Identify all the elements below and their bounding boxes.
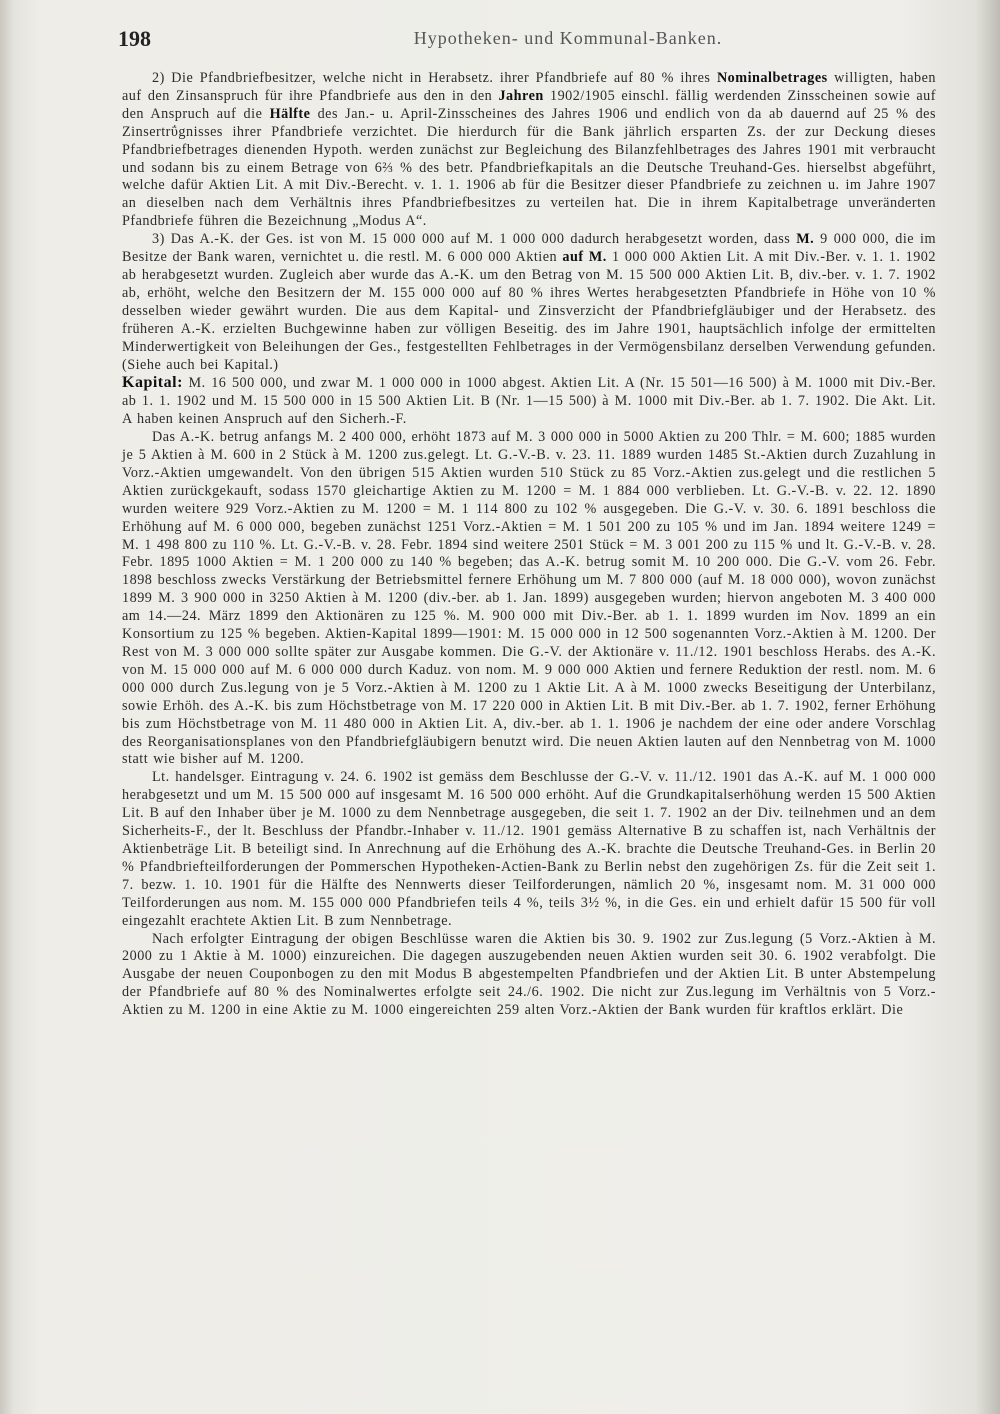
paragraph-p-lt (122, 769, 936, 930)
page-header (118, 26, 930, 54)
body-text (122, 70, 936, 1020)
text-run: M. 16 500 000, und zwar M. 1 000 000 in 1000 abgest. Aktien Lit. A (Nr. 15 501—16 500) à M. 1000 mit Div.-Ber. ab 1. 1. 1902 und M. 15 500 000 in 15 500 Aktien Lit. B (Nr. 1—15 500) à M. 1000 mit Div.-Ber. ab 1. 7. 1902. Die Akt. Lit. A haben keinen Anspruch auf den Sicherh.-F. (122, 375, 936, 428)
text-run: 3) Das A.-K. der Ges. ist von M. 15 000 000 auf M. 1 000 000 dadurch herabgesetzt worden, dass (152, 231, 797, 248)
paragraph-p-nach (122, 931, 936, 1021)
text-run: 9 000 000, die im Besitze der Bank waren, vernichtet u. die restl. M. 6 000 000 Aktien (122, 231, 936, 266)
text-run: Das A.-K. betrug anfangs M. 2 400 000, erhöht 1873 auf M. 3 000 000 in 5000 Aktien zu 200 Thlr. = M. 600; 1885 wurden je 5 Aktien à M. 600 in 2 Stück à M. 1200 zus.gelegt. Lt. G.-V.-B. v. 23. 11. 1889 wurden 1485 St.-Aktien durch Zuzahlung in Vorz.-Aktien umgewandelt. Von den übrigen 515 Aktien wurden 510 Stück zu 85 Vorz.-Aktien zus.gelegt und die restlichen 5 Aktien zurückgekauft, sodass 1570 gleichartige Aktien zu M. 1200 = M. 1 884 000 verblieben. Lt. G.-V.-B. v. 22. 12. 1890 wurden weitere 929 Vorz.-Aktien zu M. 1200 = M. 1 114 800 zu 102 % ausgegeben. Die G.-V. v. 30. 6. 1891 beschloss die Erhöhung auf M. 6 000 000, begeben zunächst 1251 Vorz.-Aktien = M. 1 501 200 zu 105 % und im Jan. 1894 weitere 1249 = M. 1 498 800 zu 110 %. Lt. G.-V.-B. v. 28. Febr. 1894 sind weitere 2501 Stück = M. 3 001 200 zu 115 % und lt. G.-V.-B. v. 28. Febr. 1895 1000 Aktien = M. 1 200 000 zu 140 % begeben; das A.-K. betrug somit M. 10 200 000. Die G.-V. vom 26. Febr. 1898 beschloss zwecks Verstärkung der Betriebsmittel fernere Erhöhung um M. 7 800 000 (auf M. 18 000 000), wovon zunächst 1899 M. 3 900 000 in 3250 Aktien à M. 1200 (div.-ber. ab 1. Jan. 1899) ausgegeben wurden; hiervon angeboten M. 3 400 000 am 14.—24. März 1899 den Aktionären zu 125 %. M. 900 000 mit Div.-Ber. ab 1. 1. 1899 wurden im Nov. 1899 an ein Konsortium zu 125 % begeben. Aktien-Kapital 1899—1901: M. 15 000 000 in 12 500 sogenannten Vorz.-Aktien à M. 1200. Der Rest von M. 3 000 000 sollte später zur Ausgabe kommen. Die G.-V. der Aktionäre v. 11./12. 1901 beschloss Herabs. des A.-K. von M. 15 000 000 auf M. 6 000 000 durch Kaduz. von nom. M. 9 000 000 Aktien und fernere Reduktion der restl. nom. M. 6 000 000 durch Zus.legung von je 5 Vorz.-Aktien à M. 1200 zu 1 Aktie Lit. A à M. 1000 zwecks Beseitigung der Unterbilanz, sowie Erhöh. des A.-K. bis zum Höchstbetrage von M. 17 220 000 in Aktien Lit. B mit Div.-Ber. ab 1. 7. 1902, ferner Erhöhung bis zum Höchstbetrage von M. 11 480 000 in Aktien Lit. A, div.-ber. ab 1. 1. 1906 je nachdem der eine oder andere Vorschlag des Reorganisationsplanes von den Pfandbriefgläubigern benutzt wird. Die neuen Aktien lauten auf den Nennbetrag von M. 1000 statt wie bisher auf M. 1200. (122, 429, 936, 768)
text-run: Lt. handelsger. Eintragung v. 24. 6. 1902 ist gemäss dem Beschlusse der G.-V. v. 11./12. 1901 das A.-K. auf M. 1 000 000 herabgesetzt und um M. 15 500 000 auf insgesamt M. 16 500 000 erhöht. Auf die Grundkapitalserhöhung werden 15 500 Aktien Lit. B auf den Inhaber über je M. 1000 zu dem Nennbetrage ausgegeben, die seit 1. 7. 1902 an der Div. teilnehmen und an dem Sicherheits-F., der lt. Beschluss der Pfandbr.-Inhaber v. 11./12. 1901 gemäss Alternative B zu schaffen ist, nach Verhältnis der Aktienbeträge Lit. B beteiligt sind. In Anrechnung auf die Erhöhung des A.-K. brachte die Deutsche Treuhand-Ges. in Berlin 20 % Pfandbriefteilforderungen der Pommerschen Hypotheken-Actien-Bank zu Berlin nebst den zugehörigen Zs. für die Zeit seit 1. 7. bezw. 1. 10. 1901 für die Hälfte des Nennwerts dieser Teilforderungen, nämlich 20 %, insgesamt nom. M. 31 000 000 Teilforderungen aus nom. M. 155 000 000 Pfandbriefen teils 4 %, teils 3½ %, in die Ges. ein und erhielt dafür 15 500 für voll eingezahlt erachtete Aktien Lit. B zum Nennbetrage. (122, 769, 936, 929)
text-run: willigten, haben auf den Zinsanspruch für ihre Pfandbriefe aus den in den (122, 70, 936, 104)
text-run: des Jan.- u. April-Zinsscheines des Jahres 1906 und endlich von da ab dauernd auf 25 % des Zinsertrΰgnisses ihrer Pfandbriefe verzichtet. Die hierdurch für die Bank jährlich ersparten Zs. der zur Deckung dieses Pfandbriefbetrages dienenden Hypoth. werden zunächst zur Begleichung des Bilanzfehlbetrages des Jahres 1901 mit verbraucht und sodann bis zu einem Betrage von 6⅔ % des betr. Pfandbriefkapitals an die Deutsche Treuhand-Ges. hierselbst abgeführt, welche dafür Aktien Lit. A mit Div.-Berecht. v. 1. 1. 1906 ab für die Besitzer dieser Pfandbriefe zu zeichnen u. im Jahre 1907 an dieselben nach dem Verhältnis ihres Pfandbriefbesitzes zu verteilen hat. Die in ihrem Kapitalbetrage unveränderten Pfandbriefe führen die Bezeichnung „Modus A“. (122, 105, 936, 230)
bold-text: Jahren (498, 87, 544, 104)
bold-text: auf M. (562, 249, 607, 266)
bold-text: Nominalbetrages (716, 70, 828, 86)
paragraph-p2 (122, 70, 936, 231)
text-run: 1 000 000 Aktien Lit. A mit Div.-Ber. v. 1. 1. 1902 ab herabgesetzt wurden. Zugleich aber wurde das A.-K. um den Betrag von M. 15 500 000 Aktien Lit. B, div.-ber. v. 1. 7. 1902 ab, erhöht, welche den Besitzern der M. 155 000 000 auf 80 % ihres Wertes herabgesetzten Pfandbriefe in Höhe von 10 % desselben wieder gewährt wurden. Die aus dem Kapital- und Zinsverzicht der Pfandbriefgläubiger und der Herabsetz. des früheren A.-K. erzielten Buchgewinne haben zur völligen Beseitig. des im Jahre 1901, hauptsächlich infolge der ermittelten Minderwertigkeit von Beleihungen der Ges., festgestellten Fehlbetrages in der Vermögensbilanz derselben Verwendung gefunden. (Siehe auch bei Kapital.) (122, 249, 936, 373)
text-run: 2) Die Pfandbriefbesitzer, welche nicht in Herabsetz. ihrer Pfandbriefe auf 80 % ihres (152, 70, 717, 86)
paragraph-p-ak (122, 429, 936, 769)
paragraph-p3 (122, 231, 936, 374)
text-run: 1902/1905 einschl. fällig werdenden Zinsscheinen sowie auf den Anspruch auf die (122, 87, 936, 122)
running-title: Hypotheken- und Kommunal-Banken. (413, 28, 723, 48)
bold-text: Hälfte (269, 105, 311, 122)
text-run: Nach erfolgter Eintragung der obigen Beschlüsse waren die Aktien bis 30. 9. 1902 zur Zus.legung (5 Vorz.-Aktien à M. 2000 zu 1 Aktie à M. 1000) einzureichen. Die dagegen auszugebenden neuen Aktien wurden seit 30. 6. 1902 verabfolgt. Die Ausgabe der neuen Couponbogen zu den mit Modus B abgestempelten Pfandbriefen und der Aktien Lit. B unter Abstempelung der Pfandbriefe auf 80 % des Nominalwertes erfolgte seit 24./6. 1902. Die nicht zur Zus.legung im Verhältnis von 5 Vorz.-Aktien zu M. 1200 in eine Aktie zu M. 1000 eingereichten 259 alten Vorz.-Aktien der Bank wurden für kraftlos erklärt. Die (122, 930, 936, 1019)
bold-text: M. (796, 231, 815, 248)
page-number: 198 (118, 26, 151, 51)
paragraph-kapital (122, 374, 936, 429)
section-heading: Kapital: (122, 374, 183, 392)
